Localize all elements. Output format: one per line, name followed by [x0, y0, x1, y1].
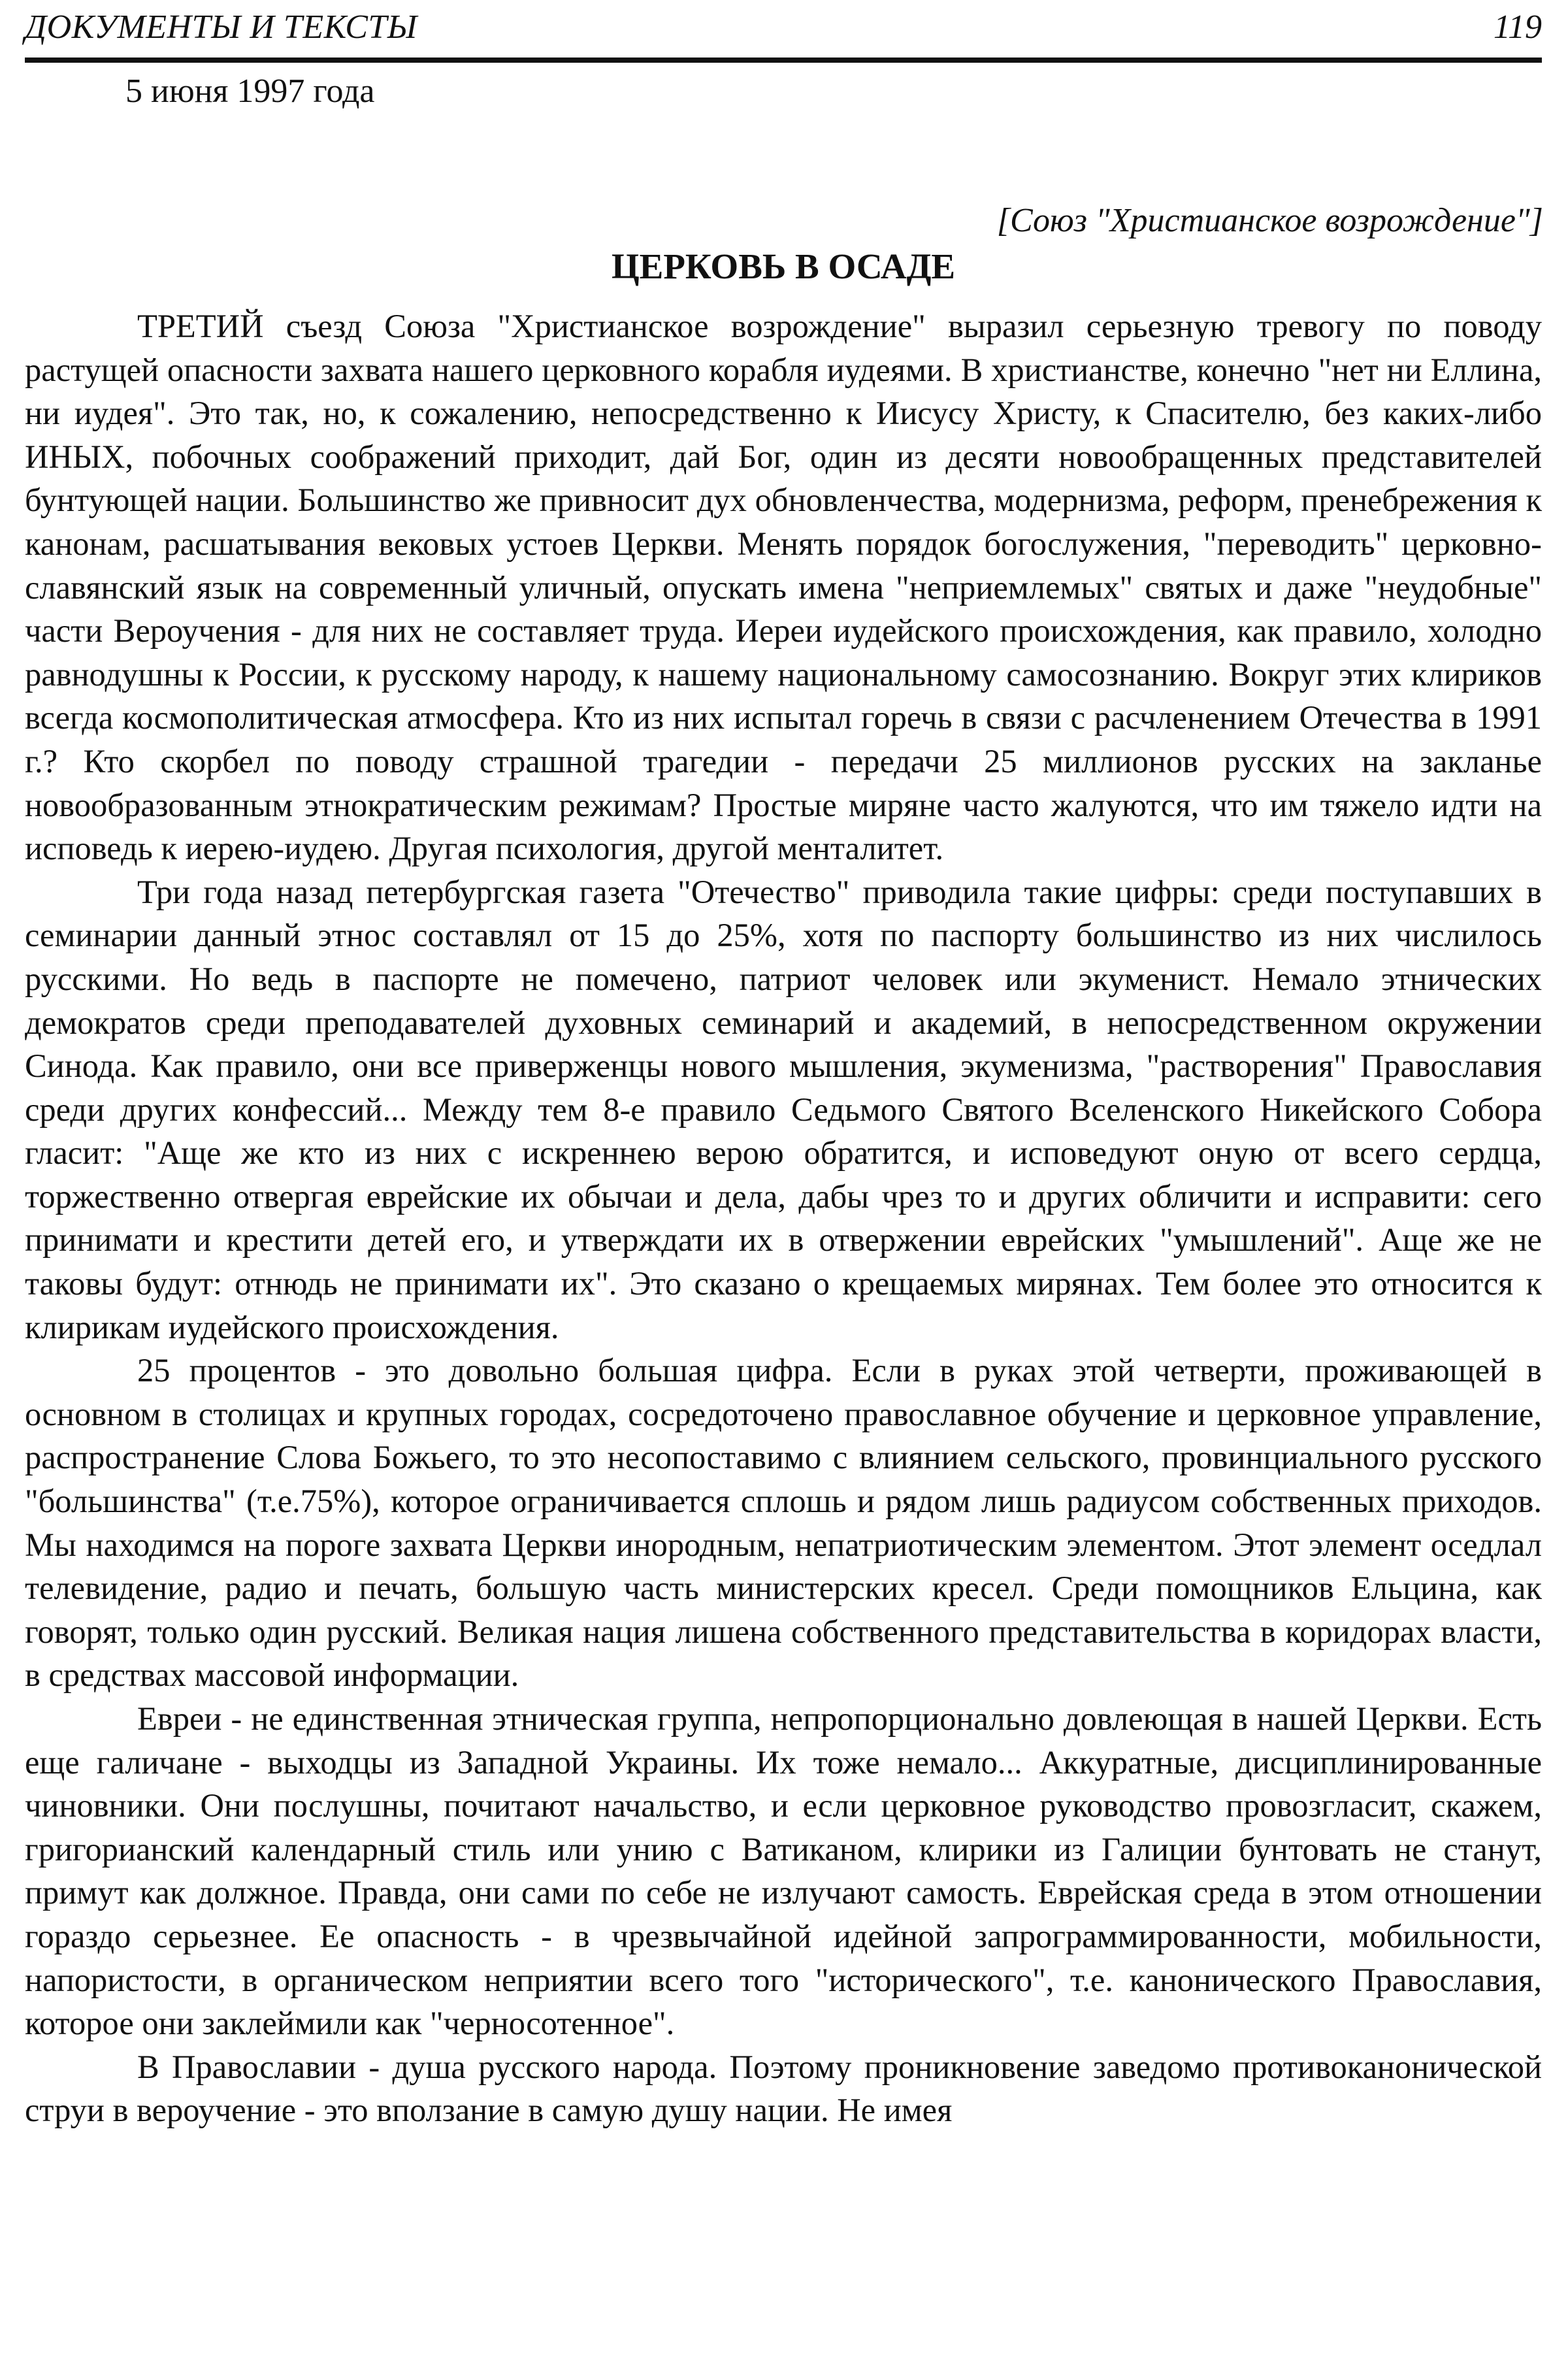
page-number: 119 — [1493, 8, 1542, 46]
page-header — [25, 5, 1542, 63]
paragraph: ТРЕТИЙ съезд Союза "Христианское возрождение" выразил серьезную тревогу по поводу растущей опасности захвата нашего церковного корабля иудеями. В христианстве, конечно "нет ни Еллина, ни иудея". Это так, но, к сожалению, непосредственно к Иисусу Христу, к Спасителю, без каких-либо ИНЫХ, побочных соображений приходит, дай Бог, один из десяти новообращенных представителей бунтующей нации. Большинство же привносит дух обновленчества, модернизма, реформ, пренебрежения к канонам, расшатывания вековых устоев Церкви. Менять порядок богослужения, "переводить" церковно-славянский язык на современный уличный, опускать имена "неприемлемых" святых и даже "неудобные" части Вероучения - для них не составляет труда. Иереи иудейского происхождения, как правило, холодно равнодушны к России, к русскому народу, к нашему национальному самосознанию. Вокруг этих клириков всегда космополитическая атмосфера. Кто из них испытал горечь в связи с расчленением Отечества в 1991 г.? Кто скорбел по поводу страшной трагедии - передачи 25 миллионов русских на закланье новообразованным этнократическим режимам? Простые миряне часто жалуются, что им тяжело идти на исповедь к иерею-иудею. Другая психология, другой менталитет. — [25, 308, 1542, 867]
document-source: [Союз "Христианское возрождение"] — [996, 202, 1543, 239]
paragraph: Евреи - не единственная этническая группа, непропорционально довлеющая в нашей Церкви. Есть еще галичане - выходцы из Западной Украины. Их тоже немало... Аккуратные, дисциплинированные чиновники. Они послушны, почитают начальство, и если церковное руководство провозгласит, скажем, григорианский календарный стиль или унию с Ватиканом, клирики из Галиции бунтовать не станут, примут как должное. Правда, они сами по себе не излучают самость. Еврейская среда в этом отношении гораздо серьезнее. Ее опасность - в чрезвычайной идейной запрограммированности, мобильности, напористости, в органическом неприятии всего того "исторического", т.е. канонического Православия, которое они заклеймили как "черносотенное". — [25, 1700, 1542, 2042]
document-body — [25, 305, 1542, 2132]
paragraph: 25 процентов - это довольно большая цифра. Если в руках этой четверти, проживающей в основном в столицах и крупных городах, сосредоточено православное обучение и церковное управление, распространение Слова Божьего, то это несопоставимо с влиянием сельского, провинциального русского "большинства" (т.е.75%), которое ограничивается сплошь и рядом лишь радиусом собственных приходов. Мы находимся на пороге захвата Церкви инородным, непатриотическим элементом. Этот элемент оседлал телевидение, радио и печать, большую часть министерских кресел. Среди помощников Ельцина, как говорят, только один русский. Великая нация лишена собственного представительства в коридорах власти, в средствах массовой информации. — [25, 1352, 1542, 1694]
document-title: ЦЕРКОВЬ В ОСАДЕ — [611, 246, 956, 286]
paragraph: В Православии - душа русского народа. Поэтому проникновение заведомо противоканонической струи в вероучение - это вползание в самую душу нации. Не имея — [25, 2048, 1542, 2129]
paragraph: Три года назад петербургская газета "Отечество" приводила такие цифры: среди поступавших в семинарии данный этнос составлял от 15 до 25%, хотя по паспорту большинство из них числилось русскими. Но ведь в паспорте не помечено, патриот человек или экуменист. Немало этнических демократов среди преподавателей духовных семинарий и академий, в непосредственном окружении Синода. Как правило, они все приверженцы нового мышления, экуменизма, "растворения" Православия среди других конфессий... Между тем 8-е правило Седьмого Святого Вселенского Никейского Собора гласит: "Аще же кто из них с искреннею верою обратится, и исповедуют оную от всего сердца, торжественно отвергая еврейские их обычаи и дела, дабы чрез то и других обличити и исправити: сего принимати и крестити детей его, и утверждати их в отвержении еврейских "умышлений". Аще же не таковы будут: отнюдь не принимати их". Это сказано о крещаемых мирянах. Тем более это относится к клирикам иудейского происхождения. — [25, 873, 1542, 1345]
running-title: ДОКУМЕНТЫ И ТЕКСТЫ — [25, 8, 417, 46]
document-date: 5 июня 1997 года — [125, 73, 375, 110]
